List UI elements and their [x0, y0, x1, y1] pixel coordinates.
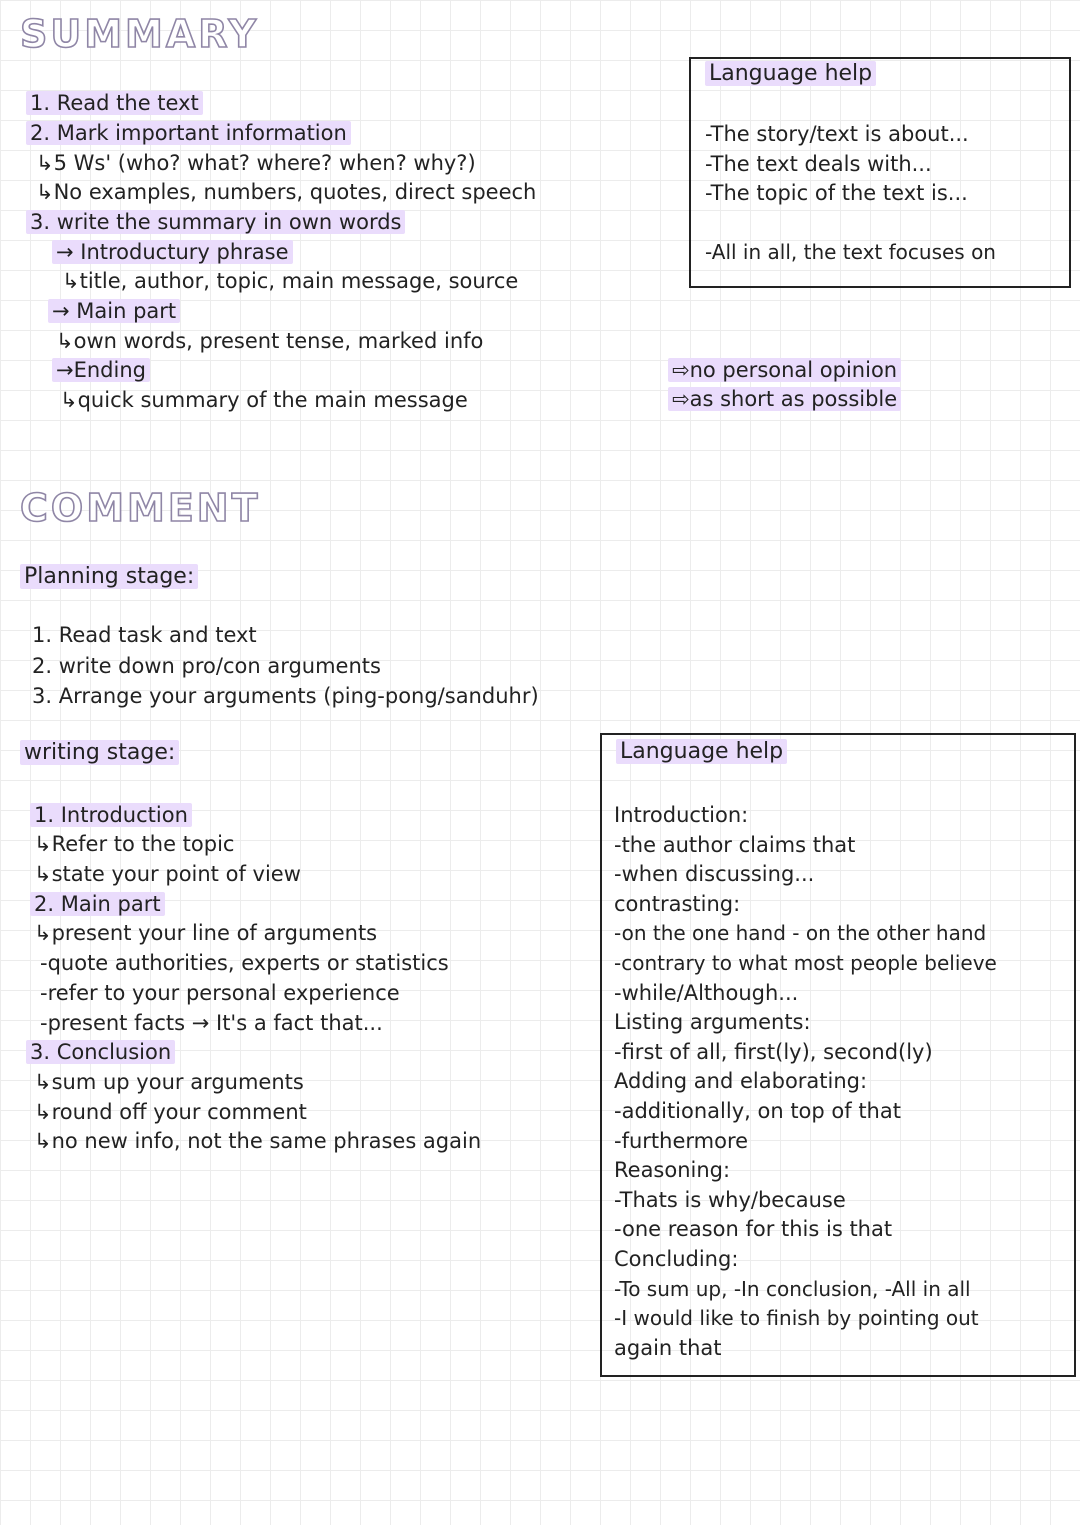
writing-stage-label: writing stage: — [20, 740, 179, 765]
help-phrase: -additionally, on top of that — [614, 1098, 901, 1123]
help-category-concluding: Concluding: — [614, 1246, 739, 1271]
writing-intro-detail-1: ↳Refer to the topic — [34, 832, 235, 856]
writing-step-main-part: 2. Main part — [30, 889, 165, 919]
help-phrase: -I would like to finish by pointing out — [614, 1306, 979, 1331]
help-phrase: -on the one hand - on the other hand — [614, 921, 987, 946]
help-category-reasoning: Reasoning: — [614, 1158, 731, 1183]
planning-step-1: 1. Read task and text — [32, 623, 257, 647]
summary-heading: SUMMARY — [20, 12, 259, 56]
summary-intro-detail: ↳title, author, topic, main message, source — [62, 269, 519, 293]
comment-heading: COMMENT — [20, 486, 261, 530]
summary-main-part: → Main part — [48, 296, 180, 326]
summary-language-help-box — [689, 57, 1071, 288]
help-category-listing: Listing arguments: — [614, 1010, 811, 1035]
planning-step-2: 2. write down pro/con arguments — [32, 654, 381, 678]
writing-main-detail-4: -present facts → It's a fact that... — [40, 1011, 383, 1035]
summary-step-2-detail-1: ↳5 Ws' (who? what? where? when? why?) — [36, 151, 476, 175]
comment-language-help-title: Language help — [616, 739, 787, 764]
summary-tip-1: ⇨no personal opinion — [668, 355, 901, 385]
summary-help-line: -All in all, the text focuses on — [705, 240, 996, 264]
help-phrase: -first of all, first(ly), second(ly) — [614, 1039, 933, 1064]
help-category-introduction: Introduction: — [614, 803, 749, 827]
summary-step-1: 1. Read the text — [26, 88, 203, 118]
summary-help-line: -The story/text is about... — [705, 122, 969, 146]
help-phrase: -contrary to what most people believe — [614, 950, 997, 975]
summary-language-help-title: Language help — [705, 61, 876, 86]
planning-stage-label: Planning stage: — [20, 564, 198, 589]
writing-conclusion-detail-3: ↳no new info, not the same phrases again — [34, 1129, 482, 1153]
help-phrase: -Thats is why/because — [614, 1187, 846, 1212]
writing-step-conclusion: 3. Conclusion — [26, 1037, 175, 1067]
help-category-adding: Adding and elaborating: — [614, 1069, 868, 1094]
writing-intro-detail-2: ↳state your point of view — [34, 862, 301, 886]
comment-language-help-box — [600, 733, 1076, 1377]
writing-conclusion-detail-1: ↳sum up your arguments — [34, 1070, 304, 1094]
summary-main-detail: ↳own words, present tense, marked info — [56, 329, 484, 353]
help-phrase: -when discussing... — [614, 862, 815, 887]
summary-ending: →Ending — [52, 355, 150, 385]
summary-help-line: -The topic of the text is... — [705, 181, 968, 205]
writing-main-detail-1: ↳present your line of arguments — [34, 921, 378, 945]
summary-intro-phrase: → Introductury phrase — [52, 237, 293, 267]
writing-step-introduction: 1. Introduction — [30, 800, 192, 830]
summary-tip-2: ⇨as short as possible — [668, 384, 901, 414]
help-category-contrasting: contrasting: — [614, 891, 741, 916]
writing-conclusion-detail-2: ↳round off your comment — [34, 1100, 307, 1124]
help-phrase: -one reason for this is that — [614, 1217, 893, 1242]
summary-step-2-detail-2: ↳No examples, numbers, quotes, direct speech — [36, 180, 537, 204]
help-phrase: -furthermore — [614, 1128, 749, 1153]
summary-help-line: -The text deals with... — [705, 152, 932, 176]
planning-step-3: 3. Arrange your arguments (ping-pong/sanduhr) — [32, 684, 539, 708]
help-phrase: -while/Although... — [614, 980, 799, 1005]
summary-step-3: 3. write the summary in own words — [26, 207, 405, 237]
summary-ending-detail: ↳quick summary of the main message — [60, 388, 468, 412]
writing-main-detail-2: -quote authorities, experts or statistics — [40, 951, 449, 975]
summary-step-2: 2. Mark important information — [26, 118, 351, 148]
help-phrase: again that — [614, 1335, 722, 1360]
writing-main-detail-3: -refer to your personal experience — [40, 981, 400, 1005]
help-phrase: -To sum up, -In conclusion, -All in all — [614, 1276, 971, 1301]
help-phrase: -the author claims that — [614, 832, 856, 857]
comment-language-help-list — [614, 801, 997, 1363]
